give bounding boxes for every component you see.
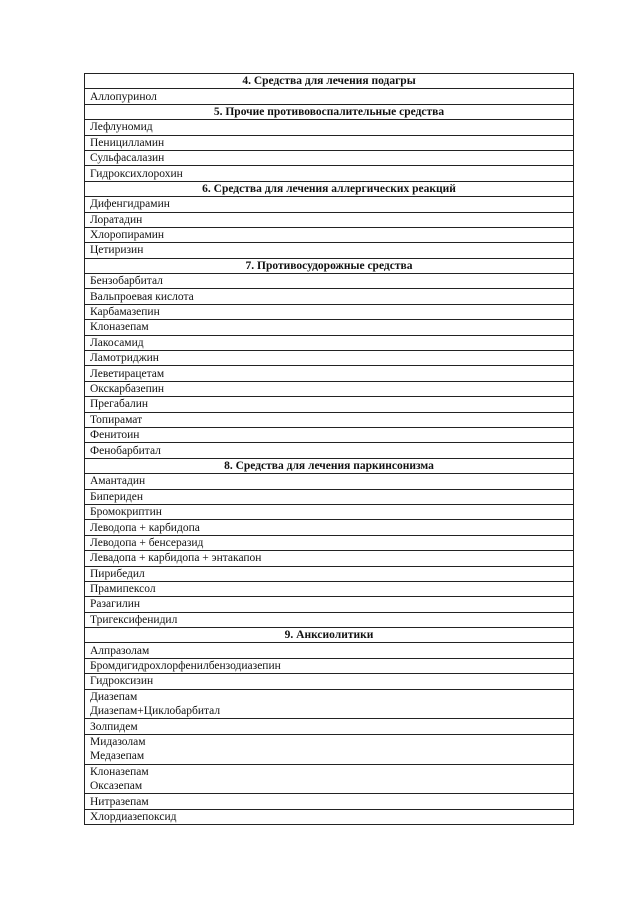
drug-row	[85, 135, 574, 150]
section-title: 8. Средства для лечения паркинсонизма	[85, 458, 574, 473]
section-title: 4. Средства для лечения подагры	[85, 74, 574, 89]
drug-name: Бромдигидрохлорфенилбензодиазепин	[85, 658, 574, 673]
drug-row	[85, 734, 574, 749]
section-header-row	[85, 628, 574, 643]
drug-row	[85, 704, 574, 719]
drug-name: Фенобарбитал	[85, 443, 574, 458]
drug-name: Пирибедил	[85, 566, 574, 581]
drug-row	[85, 89, 574, 104]
section-title: 6. Средства для лечения аллергических реакций	[85, 181, 574, 196]
section-header-row	[85, 104, 574, 119]
drug-row	[85, 566, 574, 581]
drug-row	[85, 535, 574, 550]
drug-name: Прегабалин	[85, 397, 574, 412]
drug-name: Карбамазепин	[85, 304, 574, 319]
drug-row	[85, 274, 574, 289]
drug-row	[85, 689, 574, 704]
drug-row	[85, 551, 574, 566]
drug-row	[85, 809, 574, 824]
drug-row	[85, 581, 574, 596]
drug-name: Вальпроевая кислота	[85, 289, 574, 304]
drug-row	[85, 335, 574, 350]
drug-name: Сульфасалазин	[85, 150, 574, 165]
drug-row	[85, 351, 574, 366]
drug-name: Цетиризин	[85, 243, 574, 258]
drug-row	[85, 504, 574, 519]
drug-row	[85, 779, 574, 794]
drug-name: Медазепам	[85, 749, 574, 764]
drug-name: Амантадин	[85, 474, 574, 489]
drug-name: Золпидем	[85, 719, 574, 734]
drug-name: Леветирацетам	[85, 366, 574, 381]
drug-name: Лефлуномид	[85, 120, 574, 135]
drug-name: Разагилин	[85, 597, 574, 612]
drug-name: Мидазолам	[85, 734, 574, 749]
drug-row	[85, 520, 574, 535]
section-header-row	[85, 458, 574, 473]
drug-row	[85, 674, 574, 689]
drug-name: Лоратадин	[85, 212, 574, 227]
drug-row	[85, 227, 574, 242]
drug-row	[85, 212, 574, 227]
drug-name: Ламотриджин	[85, 351, 574, 366]
section-title: 9. Анксиолитики	[85, 628, 574, 643]
section-header-row	[85, 74, 574, 89]
drug-row	[85, 764, 574, 779]
drug-name: Бромокриптин	[85, 504, 574, 519]
drug-row	[85, 749, 574, 764]
drug-row	[85, 489, 574, 504]
drug-name: Клоназепам	[85, 764, 574, 779]
drug-row	[85, 166, 574, 181]
drug-row	[85, 304, 574, 319]
drug-name: Окскарбазепин	[85, 381, 574, 396]
drug-name: Диазепам	[85, 689, 574, 704]
drug-row	[85, 643, 574, 658]
drug-name: Фенитоин	[85, 427, 574, 442]
drug-name: Бензобарбитал	[85, 274, 574, 289]
drug-name: Алпразолам	[85, 643, 574, 658]
drug-name: Пеницилламин	[85, 135, 574, 150]
drug-name: Хлордиазепоксид	[85, 809, 574, 824]
drug-name: Клоназепам	[85, 320, 574, 335]
section-title: 5. Прочие противовоспалительные средства	[85, 104, 574, 119]
drug-row	[85, 719, 574, 734]
drug-name: Леводопа + бенсеразид	[85, 535, 574, 550]
drug-name: Диазепам+Циклобарбитал	[85, 704, 574, 719]
section-title: 7. Противосудорожные средства	[85, 258, 574, 273]
drug-row	[85, 381, 574, 396]
drug-name: Дифенгидрамин	[85, 197, 574, 212]
drug-row	[85, 120, 574, 135]
section-header-row	[85, 258, 574, 273]
drug-list-table	[84, 73, 574, 825]
drug-list-body	[85, 74, 574, 825]
drug-row	[85, 243, 574, 258]
section-header-row	[85, 181, 574, 196]
drug-row	[85, 474, 574, 489]
drug-row	[85, 150, 574, 165]
drug-row	[85, 366, 574, 381]
drug-row	[85, 612, 574, 627]
drug-name: Хлоропирамин	[85, 227, 574, 242]
drug-name: Оксазепам	[85, 779, 574, 794]
drug-row	[85, 397, 574, 412]
drug-row	[85, 320, 574, 335]
drug-row	[85, 289, 574, 304]
drug-name: Бипериден	[85, 489, 574, 504]
drug-name: Гидроксихлорохин	[85, 166, 574, 181]
drug-row	[85, 427, 574, 442]
drug-name: Прамипексол	[85, 581, 574, 596]
drug-row	[85, 794, 574, 809]
drug-name: Нитразепам	[85, 794, 574, 809]
drug-name: Тригексифенидил	[85, 612, 574, 627]
drug-row	[85, 658, 574, 673]
drug-name: Левадопа + карбидопа + энтакапон	[85, 551, 574, 566]
drug-row	[85, 597, 574, 612]
drug-row	[85, 443, 574, 458]
drug-name: Лакосамид	[85, 335, 574, 350]
drug-name: Аллопуринол	[85, 89, 574, 104]
drug-name: Топирамат	[85, 412, 574, 427]
drug-row	[85, 197, 574, 212]
drug-name: Леводопа + карбидопа	[85, 520, 574, 535]
drug-row	[85, 412, 574, 427]
drug-name: Гидроксизин	[85, 674, 574, 689]
